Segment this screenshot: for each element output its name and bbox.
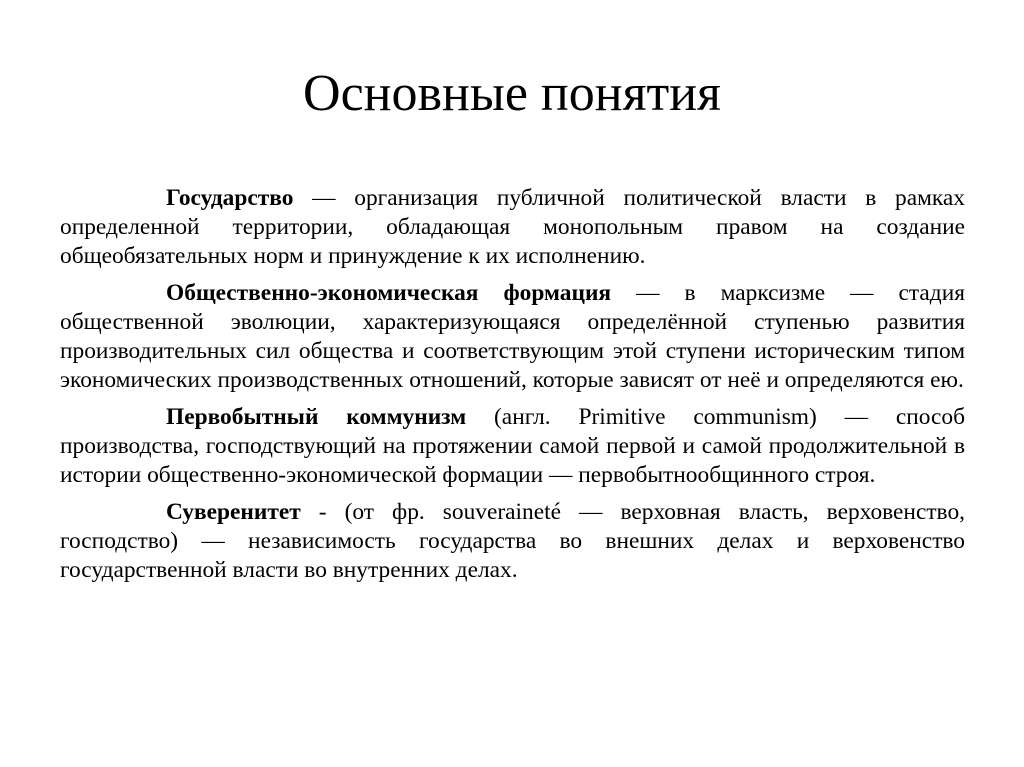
definition-text: - (от фр. souveraineté — верховная власть, верховенство, господство) — независимость государства во внешних делах и верховенство государственной власти во внутренних делах. [60,499,965,583]
definition-sovereignty [60,498,965,585]
definitions-list [60,184,965,593]
definition-text: (англ. Primitive communism) — способ производства, господствующий на протяжении самой первой и самой продолжительной в истории общественно-экономической формации — первобытнообщинного строя. [60,404,965,488]
definition-primitive-communism [60,403,965,490]
definition-term: Государство [166,185,294,211]
definition-term: Общественно-экономическая формация [166,280,612,306]
definition-text: — в марксизме — стадия общественной эволюции, характеризующаяся определённой ступенью развития производительных сил общества и соответствующим этой ступени историческим типом экономических производственных отношений, которые зависят от неё и определяются ею. [60,280,965,393]
slide-title: Основные понятия [303,65,721,122]
definition-term: Суверенитет [166,499,301,525]
definition-text: — организация публичной политической власти в рамках определенной территории, обладающая монопольным правом на создание общеобязательных норм и принуждение к их исполнению. [60,185,965,269]
definition-socio-economic-formation [60,279,965,395]
definition-state [60,184,965,271]
definition-term: Первобытный коммунизм [166,404,467,430]
